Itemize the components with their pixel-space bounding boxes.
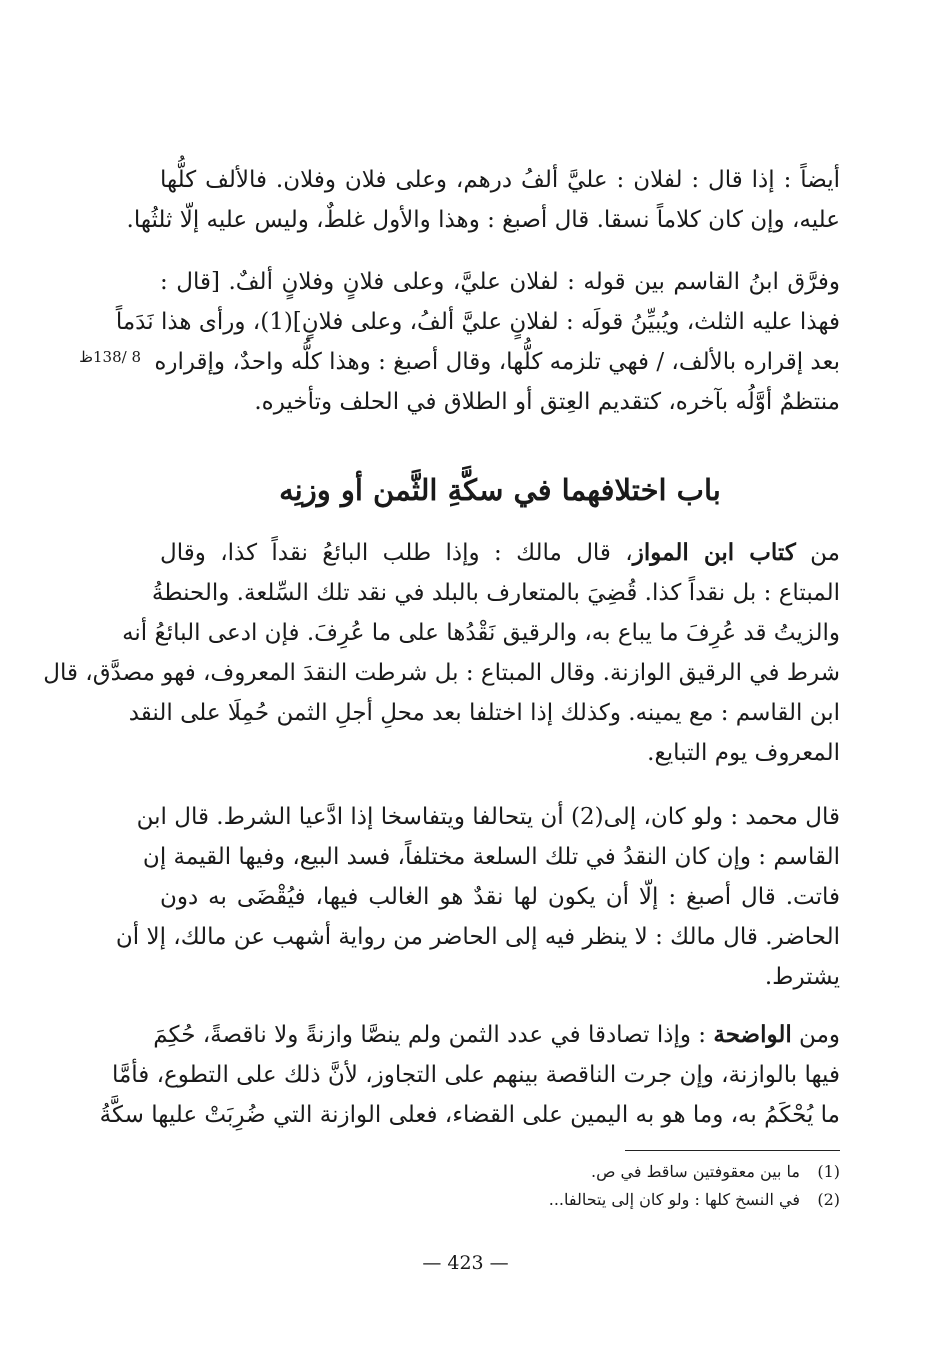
footnote-text: ما بين معقوفتين ساقط في ص. xyxy=(591,1162,800,1181)
footnote xyxy=(160,1158,840,1186)
text-line: عليه، وإن كان كلاماً نسقا. قال أصبغ : وهذا والأول غلطٌ، وليس عليه إلّا ثلثُها. xyxy=(126,207,840,233)
text-line: والزيتُ قد عُرِفَ ما يباع به، والرقيق نَقْدُها على ما عُرِفَ. فإن ادعى البائعُ أنه xyxy=(122,620,840,646)
text-line: يشترط. xyxy=(764,964,840,990)
text-line: فيها بالوازنة، وإن جرت الناقصة بينهم على التجاوز، لأنَّ ذلك على التطوع، فأمَّا xyxy=(111,1062,840,1088)
paragraph-5 xyxy=(99,1015,840,1135)
footnote xyxy=(160,1186,840,1214)
text-line: الحاضر. قال مالك : لا ينظر فيه إلى الحاضر من رواية أشهب عن مالك، إلا أن xyxy=(115,924,840,950)
source-name: الواضحة xyxy=(713,1021,792,1048)
text-line: فهذا عليه الثلث، ويُبيِّنُ قولَه : لفلانٍ عليَّ ألفُ، وعلى فلانٍ](1)، ورأى هذا نَدَماً xyxy=(115,309,840,335)
text-line: المعروف يوم التبايع. xyxy=(647,740,840,766)
footnotes xyxy=(160,1158,840,1214)
text-line: شرط في الرقيق الوازنة. وقال المبتاع : بل شرطت النقدَ المعروف، فهو مصدَّق، قال xyxy=(43,660,840,686)
footnote-text: في النسخ كلها : ولو كان إلى يتحالفا... xyxy=(548,1190,800,1209)
text-line: ابن القاسم : مع يمينه. وكذلك إذا اختلفا بعد محلِ أجلِ الثمن حُمِلَا على النقد xyxy=(128,700,840,726)
text-fragment: ، قال مالك : وإذا طلب البائعُ نقداً كذا، وقال xyxy=(160,540,633,566)
text-line: بعد إقراره بالألف، / فهي تلزمه كلُّها، وقال أصبغ : وهذا كلُّه واحدٌ، وإقراره xyxy=(154,349,840,375)
text-line: ما يُحْكَمُ به، وما هو به اليمين على القضاء، فعلى الوازنة التي ضُرِبَتْ عليها سكَّةُ xyxy=(99,1102,840,1128)
text-line: المبتاع : بل نقداً كذا. قُضِيَ بالمتعارف بالبلد في نقد تلك السِّلعة. والحنطةُ xyxy=(151,580,840,606)
source-name: كتاب ابن المواز xyxy=(632,539,796,566)
text-line xyxy=(160,533,840,573)
footnote-number: (1) xyxy=(817,1162,840,1181)
paragraph-3 xyxy=(43,533,840,773)
page-number: — 423 — xyxy=(422,1252,509,1274)
text-fragment: من xyxy=(795,540,840,566)
footnote-number: (2) xyxy=(817,1190,840,1209)
paragraph-4 xyxy=(115,797,840,997)
text-line: منتظمٌ أوَّلُه بآخره، كتقديم العِتق أو الطلاق في الحلف وتأخيره. xyxy=(254,389,840,415)
paragraph-1 xyxy=(126,160,840,240)
text-line: أيضاً : إذا قال : لفلان : عليَّ ألفُ درهم، وعلى فلان وفلان. فالألف كلُّها xyxy=(160,167,840,193)
text-line: قال محمد : ولو كان، إلى(2) أن يتحالفا ويتفاسخا إذا ادَّعيا الشرط. قال ابن xyxy=(136,804,840,830)
footnote-divider xyxy=(625,1150,840,1151)
text-fragment: ومن xyxy=(791,1022,840,1048)
text-line: فاتت. قال أصبغ : إلّا أن يكون لها نقدٌ هو الغالب فيها، فيُقْضَى به دون xyxy=(160,884,840,910)
text-line: وفرَّق ابنُ القاسم بين قوله : لفلان عليَّ، وعلى فلانٍ وفلانٍ ألفٌ. [قال : xyxy=(160,269,840,295)
folio-margin-note: 8 /138ظ xyxy=(79,348,141,366)
section-heading: باب اختلافهما في سكَّةِ الثَّمن أو وزنِه xyxy=(279,473,721,507)
paragraph-2 xyxy=(115,262,840,422)
text-fragment: : وإذا تصادقا في عدد الثمن ولم ينصَّا وازنةً ولا ناقصةً، حُكِمَ xyxy=(153,1022,714,1048)
text-line: القاسم : وإن كان النقدُ في تلك السلعة مختلفاً، فسد البيع، وفيها القيمة إن xyxy=(142,844,840,870)
text-line xyxy=(153,1015,840,1055)
